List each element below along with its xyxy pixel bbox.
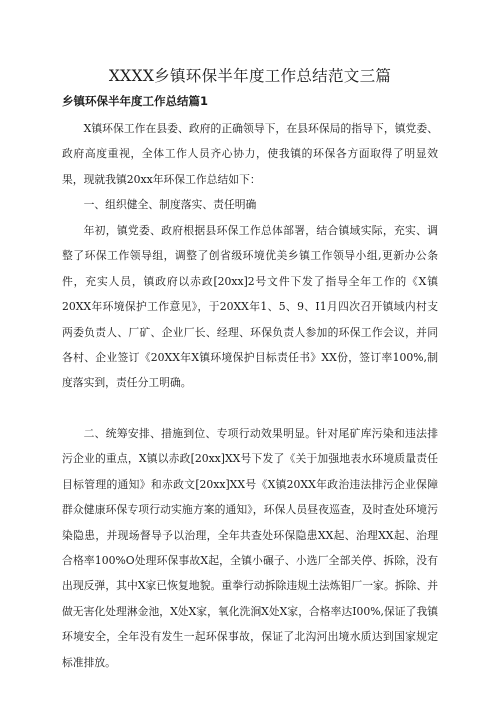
- document-title: XXXX乡镇环保半年度工作总结范文三篇: [108, 67, 392, 85]
- paragraph-organization: [62, 218, 438, 396]
- paragraph-subheading-one: [62, 192, 438, 217]
- paragraph-text: 年初，镇党委、政府根据县环保工作总体部署，结合镇域实际，充实、调整了环保工作领导组，调整了创省级环境优美乡镇工作领导小组,更新办公条件，充实人员，镇政府以赤政[20xx]2号文件下发了指导全年工作的《X镇20XX年环境保护工作意见》，于20XX年1、5、9、I1月四次召开镇域内村支两委负责人、厂矿、企业厂长、经理、环保负责人参加的环保工作会议，并同各村、企业签订《20XX年X镇环境保护目标责任书》XX份，签订率100%,制度落实到，责任分工明确。: [62, 224, 438, 390]
- paragraph-special-action: [62, 421, 438, 675]
- paragraph-text: X镇环保工作在县委、政府的正确领导下，在县环保局的指导下，镇党委、政府高度重视，全体工作人员齐心协力，使我镇的环保各方面取得了明显效果，现就我镇20xx年环保工作总结如下：: [62, 122, 438, 186]
- paragraph-intro: [62, 116, 438, 192]
- paragraph-text: 二、统筹安排、措施到位、专项行动效果明显。针对尾矿库污染和违法排污企业的重点，X镇以赤政[20xx]XX号下发了《关于加强地表水环境质量责任目标管理的通知》和赤政文[20xx]XX号《X镇20XX年政治违法排污企业保障群众健康环保专项行动实施方案的通知》，环保人员昼夜巡查，及时查处环境污染隐患，并现场督导予以治理，全年共查处环保隐患XX起、治理XX起、治理合格率100%O处理环保事故X起，全镇小碾子、小选厂全部关停、拆除，没有出现反弹，其中X家已恢复地貌。重拳行动拆除违规土法炼钼厂一家。拆除、并做无害化处理淋金池，X处X家，氧化洗涧X处X家，合格率达I00%,保证了我镇环境安全，全年没有发生一起环保事故，保证了北沟河出境水质达到国家规定标准排放。: [62, 427, 438, 669]
- section-heading: 乡镇环保半年度工作总结篇1: [62, 94, 209, 108]
- paragraph-text: 一、组织健全、制度落实、责任明确: [83, 198, 257, 211]
